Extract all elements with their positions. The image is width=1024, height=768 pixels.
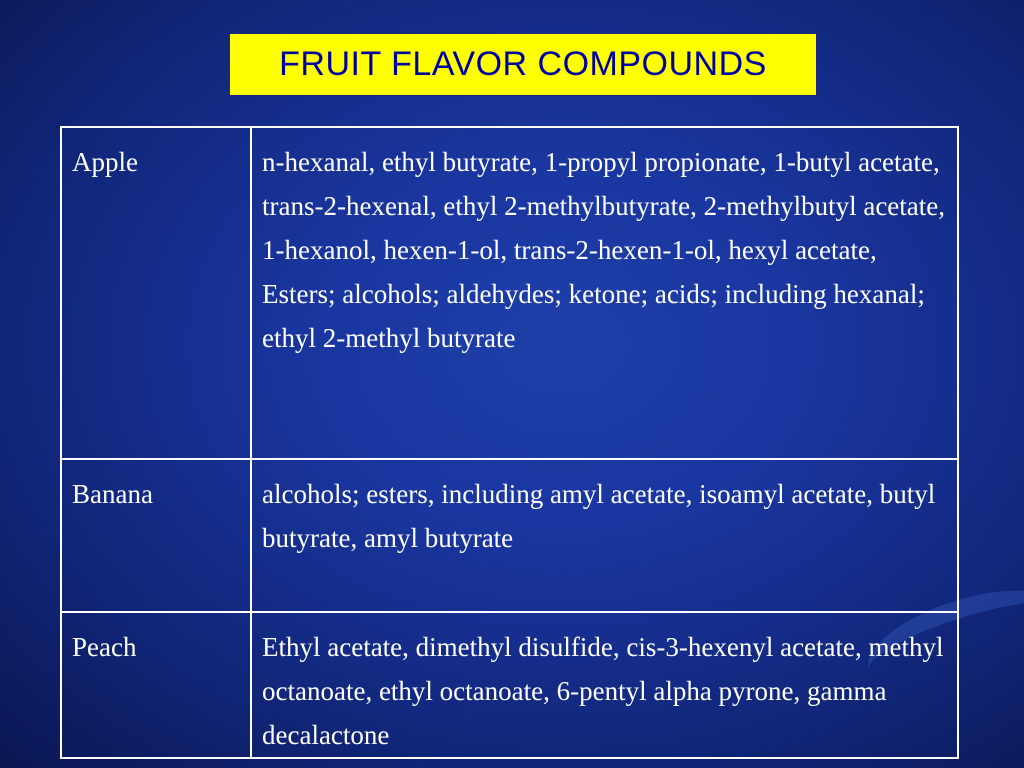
fruit-flavor-table (60, 126, 959, 759)
table-row (61, 459, 958, 612)
title-box (229, 33, 817, 96)
table-row (61, 612, 958, 758)
fruit-name-cell: Apple (61, 127, 251, 459)
fruit-name-cell: Peach (61, 612, 251, 758)
compounds-cell: alcohols; esters, including amyl acetate, isoamyl acetate, butyl butyrate, amyl butyrate (251, 459, 958, 612)
fruit-name-cell: Banana (61, 459, 251, 612)
compounds-cell: n-hexanal, ethyl butyrate, 1-propyl propionate, 1-butyl acetate, trans-2-hexenal, ethyl 2-methylbutyrate, 2-methylbutyl acetate, 1-hexanol, hexen-1-ol, trans-2-hexen-1-ol, hexyl acetate, Esters; alcohols; aldehydes; ketone; acids; including hexanal; ethyl 2-methyl butyrate (251, 127, 958, 459)
compounds-cell: Ethyl acetate, dimethyl disulfide, cis-3-hexenyl acetate, methyl octanoate, ethyl octanoate, 6-pentyl alpha pyrone, gamma decalactone (251, 612, 958, 758)
slide-title: FRUIT FLAVOR COMPOUNDS (279, 45, 767, 83)
table-row (61, 127, 958, 459)
